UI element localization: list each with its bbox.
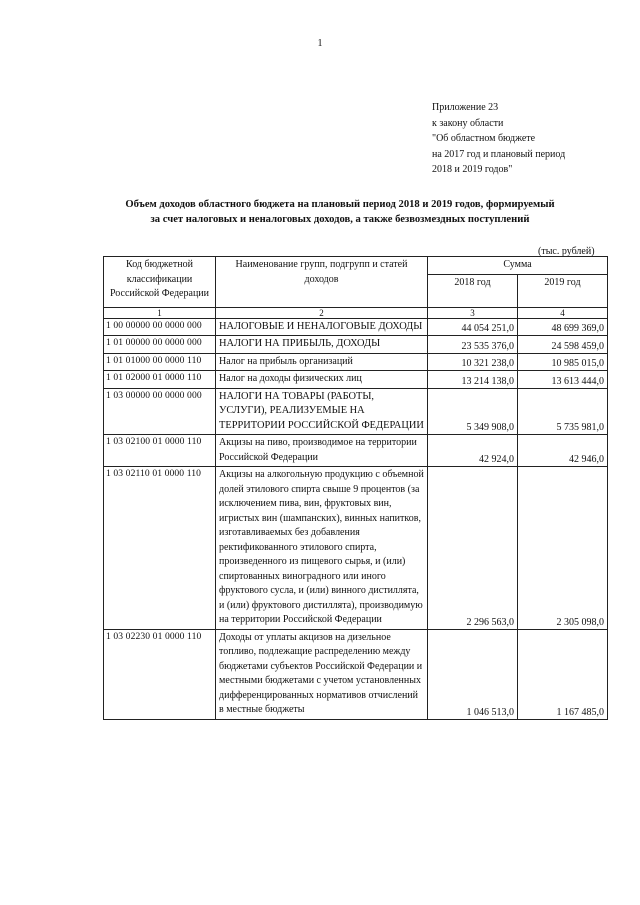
row-value-2019: 24 598 459,0 [518, 336, 608, 354]
row-value-2019: 2 305 098,0 [518, 467, 608, 630]
appendix-caption [432, 100, 565, 178]
row-code: 1 01 01000 00 0000 110 [104, 353, 216, 371]
row-value-2018: 13 214 138,0 [428, 371, 518, 389]
appendix-line: Приложение 23 [432, 102, 499, 113]
row-code: 1 01 02000 01 0000 110 [104, 371, 216, 389]
column-number: 2 [216, 307, 428, 318]
row-code: 1 03 00000 00 0000 000 [104, 388, 216, 435]
table-row [104, 467, 608, 630]
table-row [104, 353, 608, 371]
table-row [104, 435, 608, 467]
table-row [104, 629, 608, 719]
row-value-2019: 5 735 981,0 [518, 388, 608, 435]
appendix-line: "Об областном бюджете [432, 133, 536, 144]
appendix-line: 2018 и 2019 годов" [432, 164, 513, 175]
row-value-2018: 2 296 563,0 [428, 467, 518, 630]
table-row [104, 318, 608, 336]
title-line: Объем доходов областного бюджета на плановый период 2018 и 2019 годов, формируемый [125, 199, 555, 210]
units-label: (тыс. рублей) [538, 246, 595, 257]
header-2019: 2019 год [518, 274, 608, 307]
row-value-2019: 42 946,0 [518, 435, 608, 467]
header-name: Наименование групп, подгрупп и статей доходов [216, 257, 428, 308]
column-number: 1 [104, 307, 216, 318]
row-value-2018: 5 349 908,0 [428, 388, 518, 435]
title-line: за счет налоговых и неналоговых доходов, а также безвозмездных поступлений [150, 214, 530, 225]
row-name: Налог на доходы физических лиц [216, 371, 428, 389]
row-code: 1 03 02110 01 0000 110 [104, 467, 216, 630]
row-value-2018: 10 321 238,0 [428, 353, 518, 371]
row-value-2019: 13 613 444,0 [518, 371, 608, 389]
row-code: 1 03 02100 01 0000 110 [104, 435, 216, 467]
row-name: НАЛОГИ НА ПРИБЫЛЬ, ДОХОДЫ [216, 336, 428, 354]
column-number: 3 [428, 307, 518, 318]
row-value-2018: 23 535 376,0 [428, 336, 518, 354]
row-value-2018: 42 924,0 [428, 435, 518, 467]
header-code: Код бюджетной классификации Российской Федерации [104, 257, 216, 308]
row-value-2019: 1 167 485,0 [518, 629, 608, 719]
header-2018: 2018 год [428, 274, 518, 307]
row-name: Налог на прибыль организаций [216, 353, 428, 371]
table-row [104, 336, 608, 354]
row-code: 1 01 00000 00 0000 000 [104, 336, 216, 354]
header-sum: Сумма [428, 257, 608, 275]
document-title [90, 197, 590, 227]
appendix-line: к закону области [432, 117, 504, 129]
row-value-2018: 1 046 513,0 [428, 629, 518, 719]
row-name: НАЛОГОВЫЕ И НЕНАЛОГОВЫЕ ДОХОДЫ [216, 318, 428, 336]
row-name: НАЛОГИ НА ТОВАРЫ (РАБОТЫ, УСЛУГИ), РЕАЛИЗУЕМЫЕ НА ТЕРРИТОРИИ РОССИЙСКОЙ ФЕДЕРАЦИИ [216, 388, 428, 435]
table-row [104, 371, 608, 389]
row-code: 1 00 00000 00 0000 000 [104, 318, 216, 336]
row-value-2019: 48 699 369,0 [518, 318, 608, 336]
row-value-2018: 44 054 251,0 [428, 318, 518, 336]
row-name: Доходы от уплаты акцизов на дизельное топливо, подлежащие распределению между бюджетами субъектов Российской Федерации и местными бюджетами с учетом установленных дифференцированных нормативов отчислений в местные бюджеты [216, 629, 428, 719]
revenue-table [103, 256, 608, 720]
row-name: Акцизы на пиво, производимое на территории Российской Федерации [216, 435, 428, 467]
table-row [104, 388, 608, 435]
row-name: Акцизы на алкогольную продукцию с объемной долей этилового спирта свыше 9 процентов (за исключением пива, вин, фруктовых вин, игристых вин (шампанских), винных напитков, изготавливаемых без добавления ректификованного этилового спирта, произведенного из пищевого сырья, и (или) спиртованных виноградного или иного фруктового сусла, и (или) винного дистиллята, и (или) фруктового дистиллята), производимую на территории Российской Федерации [216, 467, 428, 630]
row-value-2019: 10 985 015,0 [518, 353, 608, 371]
appendix-line: на 2017 год и плановый период [432, 148, 566, 160]
column-number: 4 [518, 307, 608, 318]
page-number: 1 [317, 38, 323, 49]
row-code: 1 03 02230 01 0000 110 [104, 629, 216, 719]
